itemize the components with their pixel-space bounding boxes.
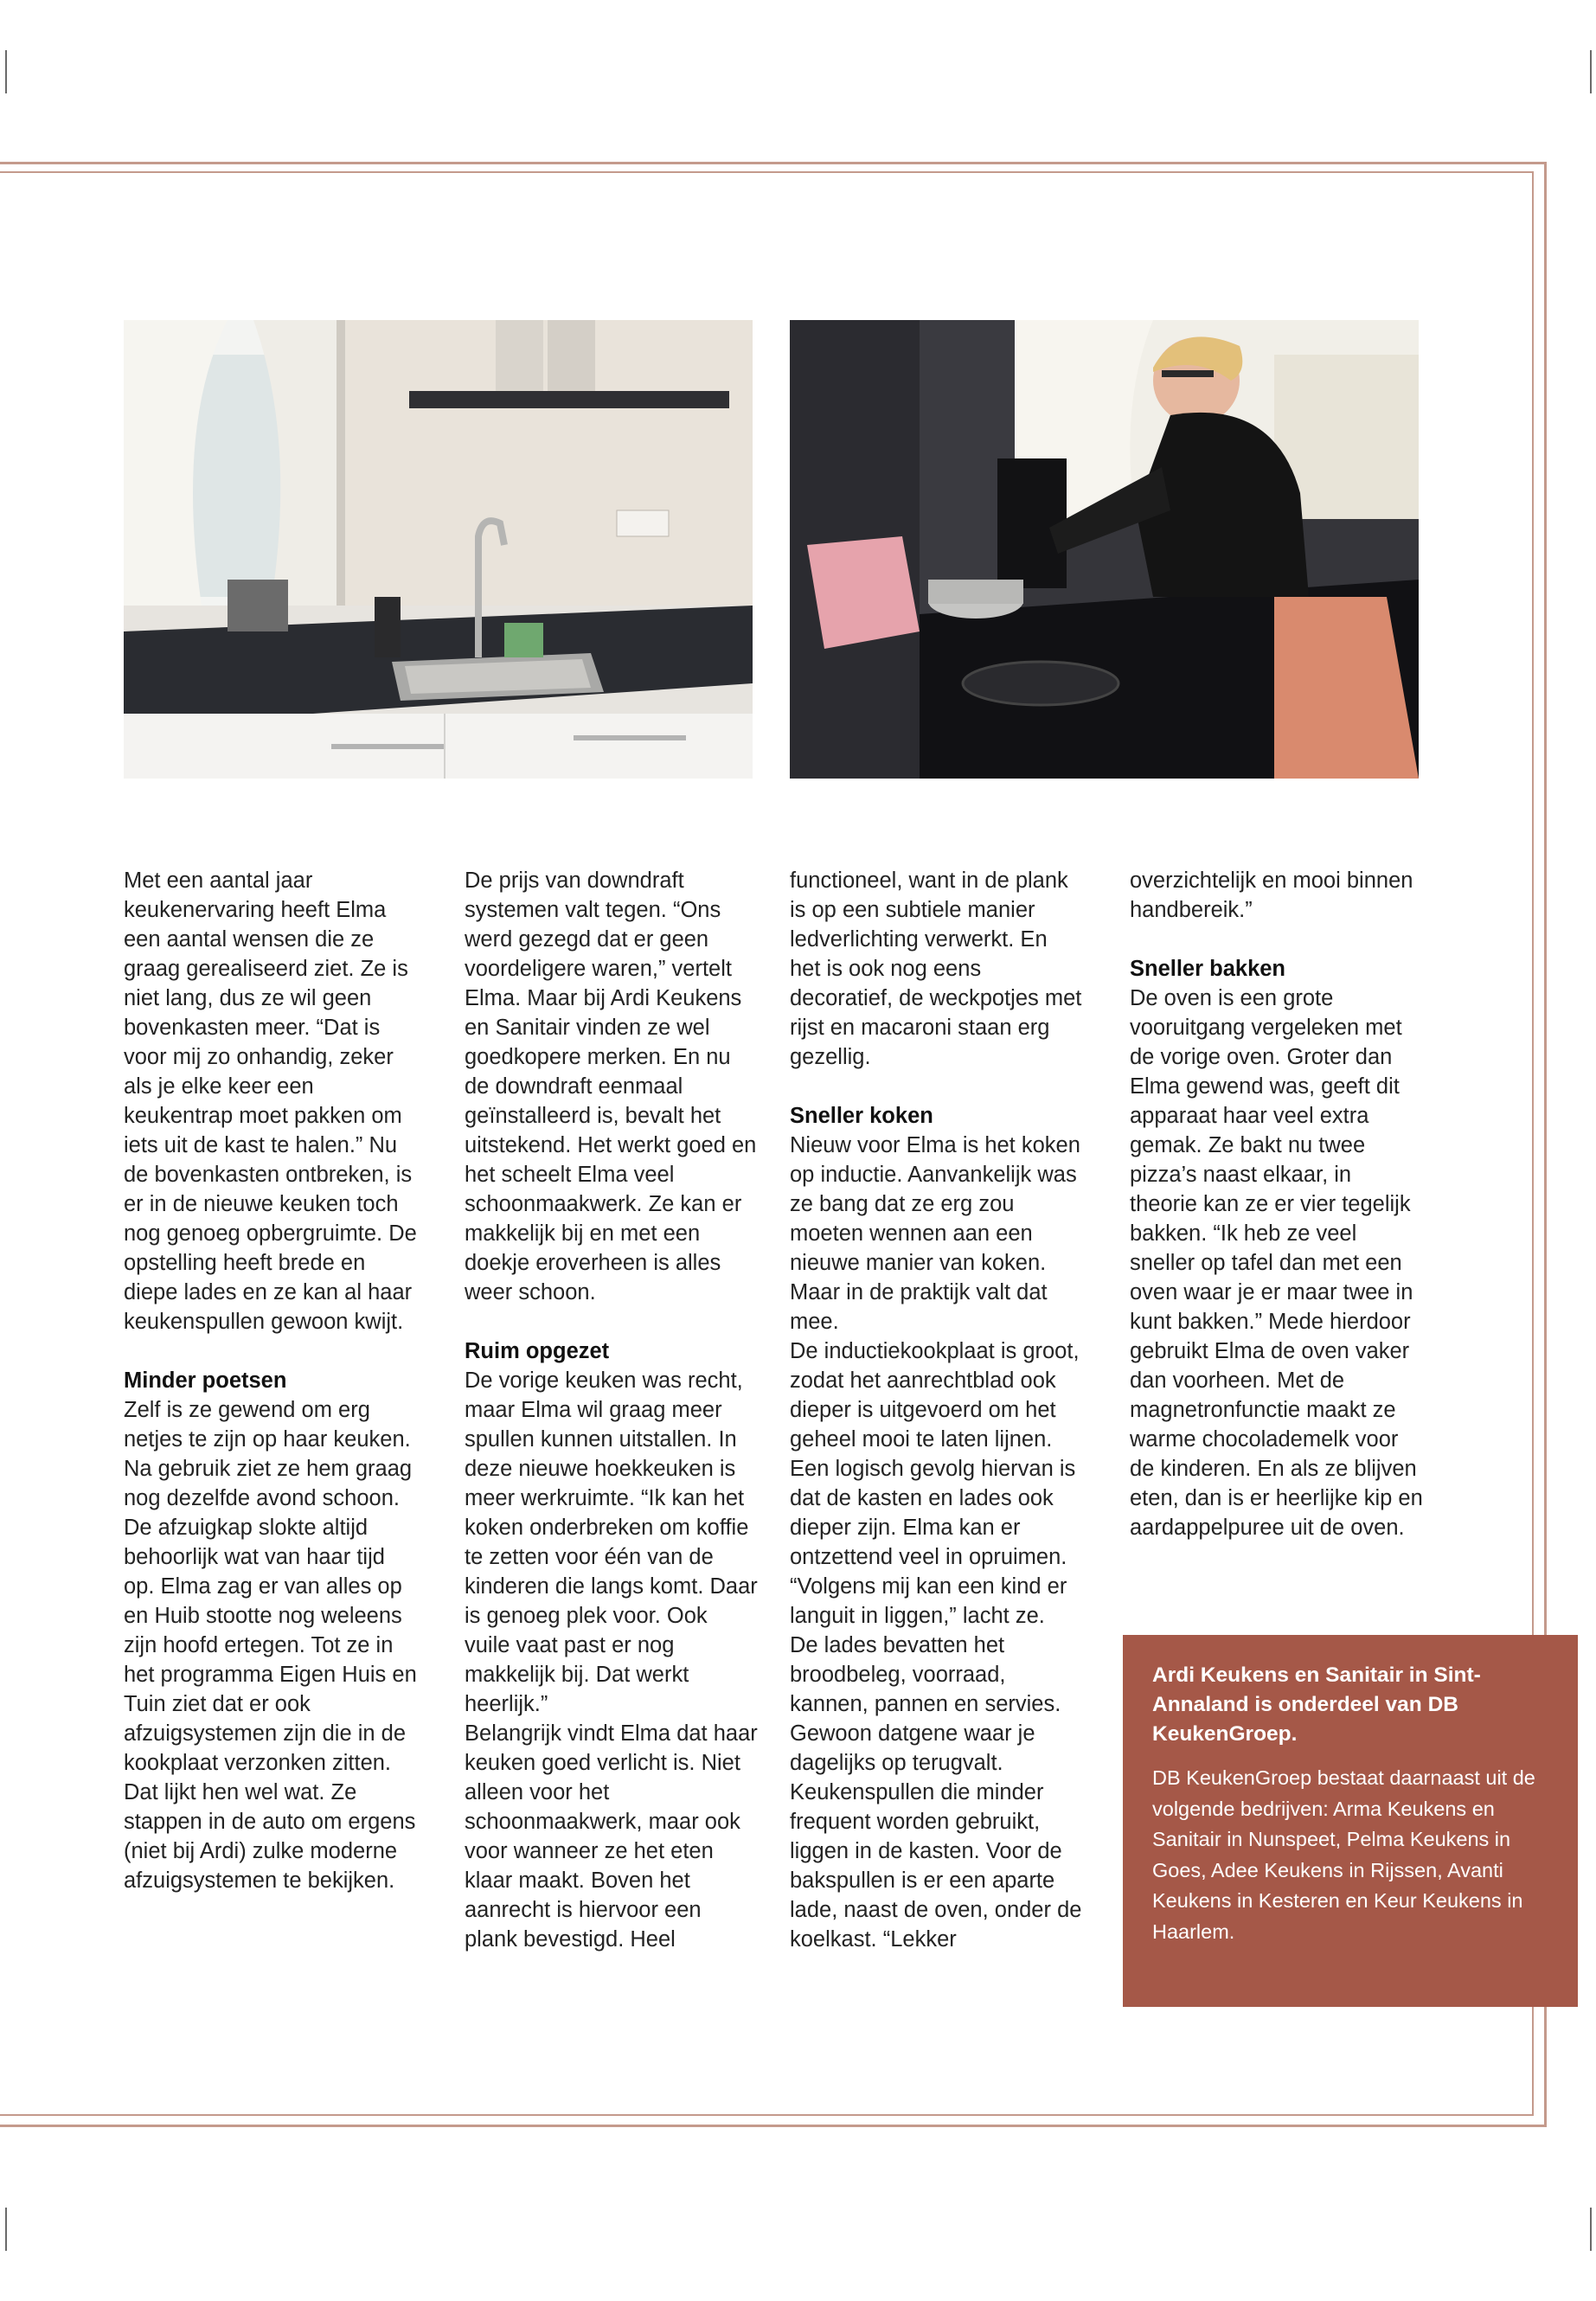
article-column-4 [1130, 866, 1424, 1542]
col3-paragraph-3: De inductiekookplaat is groot, zodat het aanrechtblad ook dieper is uitgevoerd om het geheel mooi te laten lijnen. Een logisch gevolg hiervan is dat de kasten en lades ook dieper zijn. Elma kan er ontzettend veel in opruimen. “Volgens mij kan een kind er languit in liggen,” lacht ze. [790, 1339, 1080, 1628]
sidebar-title: Ardi Keukens en Sanitair in Sint-Annaland is onderdeel van DB KeukenGroep. [1152, 1663, 1481, 1746]
col3-paragraph-2: Nieuw voor Elma is het koken op inductie. Aanvankelijk was ze bang dat ze erg zou moeten wennen aan een nieuwe manier van koken. Maar in de praktijk valt dat mee. [790, 1133, 1080, 1334]
col1-paragraph-1: Met een aantal jaar keukenervaring heeft Elma een aantal wensen die ze graag gerealiseerd ziet. Ze is niet lang, dus ze wil geen bovenkasten meer. “Dat is voor mij zo onhandig, zeker als je elke keer een keukentrap moet pakken om iets uit de kast te halen.” Nu de bovenkasten ontbreken, is er in de nieuwe keuken toch nog genoeg opbergruimte. De opstelling heeft brede en diepe lades en ze kan al haar keukenspullen gewoon kwijt. [124, 868, 417, 1334]
col2-paragraph-3: Belangrijk vindt Elma dat haar keuken goed verlicht is. Niet alleen voor het schoonmaakwerk, maar ook voor wanneer ze het eten klaar maakt. Boven het aanrecht is hiervoor een plank bevestigd. Heel [465, 1721, 758, 1952]
article-column-2 [465, 866, 759, 1954]
col4-paragraph-1: overzichtelijk en mooi binnen handbereik.” [1130, 868, 1413, 922]
frame-bottom-inner [0, 2114, 1534, 2116]
frame-top-outer [0, 162, 1546, 164]
heading-minder-poetsen: Minder poetsen [124, 1368, 287, 1393]
crop-mark-top-left [5, 50, 7, 93]
info-sidebar-box [1123, 1635, 1578, 2007]
article-column-3 [790, 866, 1084, 1954]
col3-paragraph-1: functioneel, want in de plank is op een subtiele manier ledverlichting verwerkt. En het is ook nog eens decoratief, de weckpotjes met rijst en macaroni staan erg gezellig. [790, 868, 1082, 1069]
crop-mark-top-right [1590, 50, 1592, 93]
sidebar-body: DB KeukenGroep bestaat daarnaast uit de volgende bedrijven: Arma Keukens en Sanitair in Nunspeet, Pelma Keukens in Goes, Adee Keukens in Rijssen, Avanti Keukens in Kesteren en Keur Keukens in Haarlem. [1152, 1766, 1535, 1943]
col2-paragraph-2: De vorige keuken was recht, maar Elma wil graag meer spullen kunnen uitstallen. In deze nieuwe hoekkeuken is meer werkruimte. “Ik kan het koken onderbreken om koffie te zetten voor één van de kinderen die langs komt. Daar is genoeg plek voor. Ook vuile vaat past er nog makkelijk bij. Dat werkt heerlijk.” [465, 1368, 758, 1716]
heading-sneller-koken: Sneller koken [790, 1104, 933, 1128]
kitchen-sink-photo [124, 320, 753, 779]
col2-paragraph-1: De prijs van downdraft systemen valt tegen. “Ons werd gezegd dat er geen voordeligere waren,” vertelt Elma. Maar bij Ardi Keukens en Sanitair vinden ze wel goedkopere merken. En nu de downdraft eenmaal geïnstalleerd is, bevalt het uitstekend. Het werkt goed en het scheelt Elma veel schoonmaakwerk. Ze kan er makkelijk bij en met een doekje eroverheen is alles weer schoon. [465, 868, 757, 1304]
crop-mark-bottom-right [1590, 2208, 1592, 2251]
frame-top-inner [0, 171, 1534, 173]
woman-cooking-photo [790, 320, 1419, 779]
frame-bottom-outer [0, 2125, 1546, 2127]
heading-ruim-opgezet: Ruim opgezet [465, 1339, 610, 1363]
heading-sneller-bakken: Sneller bakken [1130, 957, 1286, 981]
article-column-1 [124, 866, 418, 1895]
col3-paragraph-4: De lades bevatten het broodbeleg, voorraad, kannen, pannen en servies. Gewoon datgene waar je dagelijks op terugvalt. Keukenspullen die minder frequent worden gebruikt, liggen in de kasten. Voor de bakspullen is er een aparte lade, naast de oven, onder de koelkast. “Lekker [790, 1633, 1082, 1952]
crop-mark-bottom-left [5, 2208, 7, 2251]
col4-paragraph-2: De oven is een grote vooruitgang vergeleken met de vorige oven. Groter dan Elma gewend was, geeft dit apparaat haar veel extra gemak. Ze bakt nu twee pizza’s naast elkaar, in theorie kan ze er vier tegelijk bakken. “Ik heb ze veel sneller op tafel dan met een oven waar je er maar twee in kunt bakken.” Mede hierdoor gebruikt Elma de oven vaker dan voorheen. Met de magnetronfunctie maakt ze warme chocolademelk voor de kinderen. En als ze blijven eten, dan is er heerlijke kip en aardappelpuree uit de oven. [1130, 986, 1423, 1540]
col1-paragraph-2: Zelf is ze gewend om erg netjes te zijn op haar keuken. Na gebruik ziet ze hem graag nog dezelfde avond schoon. De afzuigkap slokte altijd behoorlijk wat van haar tijd op. Elma zag er van alles op en Huib stootte nog weleens zijn hoofd ertegen. Tot ze in het programma Eigen Huis en Tuin ziet dat er ook afzuigsystemen zijn die in de kookplaat verzonken zitten. Dat lijkt hen wel wat. Ze stappen in de auto om ergens (niet bij Ardi) zulke moderne afzuigsystemen te bekijken. [124, 1398, 417, 1893]
